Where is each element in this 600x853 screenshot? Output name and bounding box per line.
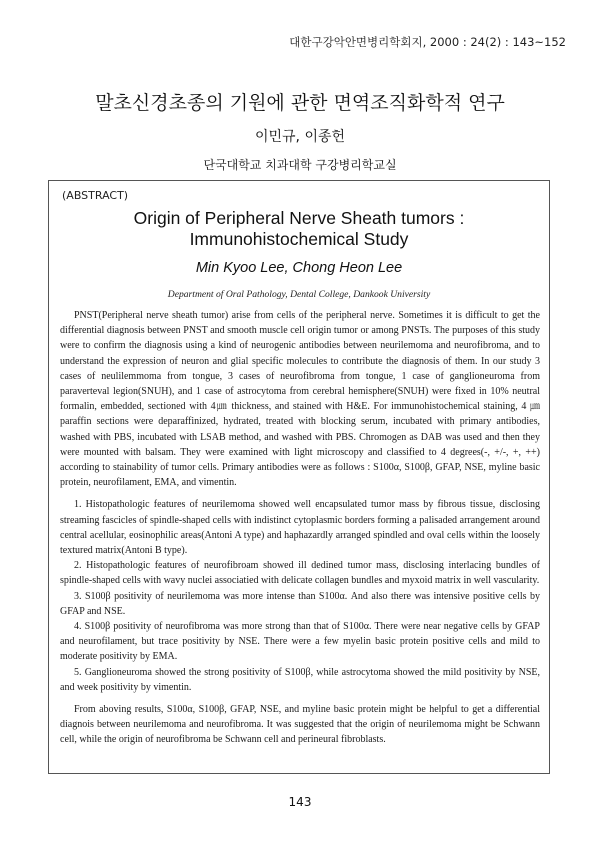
english-authors: Min Kyoo Lee, Chong Heon Lee bbox=[195, 260, 403, 276]
abstract-finding-3: 3. S100β positivity of neurilemoma was more intense than S100α. And also there was intensive positive cells by GFAP and NSE. bbox=[60, 590, 540, 617]
journal-reference: 대한구강악안면병리학회지, 2000 : 24(2) : 143~152 bbox=[289, 35, 566, 49]
english-title bbox=[49, 208, 549, 250]
abstract-finding-2: 2. Histopathologic features of neurofibroam showed ill dedined tumor mass, disclosing interlacing bundles of spindle-shaped cells with wavy nuclei associatied with delicate collagen bundles and myxoid matrix in well vascularity. bbox=[60, 560, 540, 587]
abstract-finding-1: 1. Histopathologic features of neurilemoma showed well encapsulated tumor mass by fibrous tissue, disclosing streaming fascicles of spindle-shaped cells with indistinct cytoplasmic borders forming a palisaded arrangement around central acellular, eosinophilic areas(Antoni A type) and haphazardly arranged spindled and oval cells within the loosely textured matrix(Antoni B type). bbox=[60, 499, 540, 557]
page-number: 143 bbox=[288, 795, 312, 809]
abstract-finding-4: 4. S100β positivity of neurofibroma was more strong than that of S100α. There were near negative cells by GFAP and neurofilament, but trace positivity by NSE. There were a few myelin basic protein positive cells and mild to moderate positivity by EMA. bbox=[60, 621, 540, 663]
english-title-line-2: Immunohistochemical Study bbox=[189, 229, 409, 249]
abstract-paragraph-intro: PNST(Peripheral nerve sheath tumor) arise from cells of the peripheral nerve. Sometimes it is difficult to get the differential diagnosis between PNST and smooth muscle cell origin tumor or among PNSTs. The purposes of this study were to confirm the diagnosis using a kind of neurogenic antibodies between neurilemoma and neurofibroma, and to understand the expression of neuron and glial specific molecules to contribute the diagnosis of them. In our study 3 cases of neulilemmoma from tongue, 3 cases of neurofibroma from tongue, 1 case of ganglioneuroma from paraverteval legion(SNUH), and 1 case of astrocytoma from cerebral hemisphere(SNUH) were fixed in 10% neutral formalin, embedded, sectioned with 4㎛ thickness, and stained with H&E. For immunohistochemical staining, 4 ㎛ paraffin sections were deparaffinized, hydrated, treated with blocking serum, incubated with primary antibodies, washed with PBS, incubated with LSAB method, and washed with PBS. Chromogen as DAB was used and then they were mounted with balsam. They were examined with light microscopy and classified to 4 degrees(-, +/-, +, ++) according to stainability of tumor cells. Primary antibodies were as follows : S100α, S100β, GFAP, NSE, myline basic protein, neurofilament, EMA, and vimentin. bbox=[60, 310, 540, 489]
abstract-label: (ABSTRACT) bbox=[62, 189, 129, 202]
abstract-finding-5: 5. Ganglioneuroma showed the strong positivity of S100β, while astrocytoma showed the mild positivity by NSE, and week positivity by vimentin. bbox=[60, 666, 540, 693]
korean-authors: 이민규, 이종헌 bbox=[254, 129, 346, 145]
abstract-box bbox=[48, 180, 550, 774]
korean-affiliation: 단국대학교 치과대학 구강병리학교실 bbox=[203, 158, 397, 172]
english-title-line-1: Origin of Peripheral Nerve Sheath tumors : bbox=[133, 208, 465, 228]
korean-title: 말초신경초종의 기원에 관한 면역조직화학적 연구 bbox=[95, 92, 505, 114]
abstract-conclusion: From aboving results, S100α, S100β, GFAP, NSE, and myline basic protein might be helpful to get a differential diagnois between neurilemoma and neurofibroma. It was suggested that the origin of neurilemoma might be Schwann cell, while the origin of neurofibroma be Schwann cell and perineural fibroblasts. bbox=[60, 704, 540, 746]
english-affiliation: Department of Oral Pathology, Dental College, Dankook University bbox=[167, 289, 431, 300]
abstract-body bbox=[60, 308, 540, 748]
